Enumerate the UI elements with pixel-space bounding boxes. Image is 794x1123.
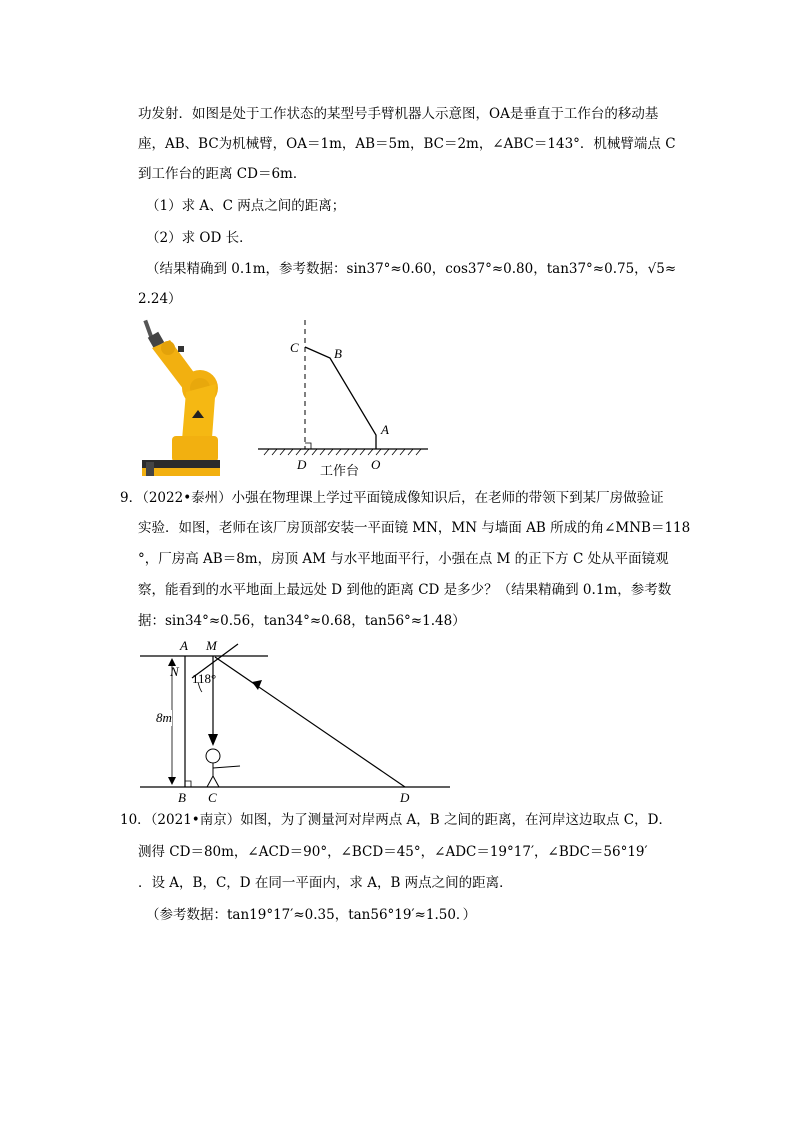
- label-A: A: [180, 638, 188, 653]
- p10-line-2: 测得 CD＝80m，∠ACD＝90°，∠BCD＝45°，∠ADC＝19°17′，∠BDC＝56°19′: [138, 844, 648, 860]
- label-B: B: [178, 790, 186, 805]
- p9-line-2: 实验．如图，老师在该厂房顶部安装一平面镜 MN，MN 与墙面 AB 所成的角∠MNB＝118: [138, 520, 691, 536]
- robot-arm-diagram: [250, 318, 440, 478]
- p8-line-2: 座，AB、BC为机械臂，OA＝1m，AB＝5m，BC＝2m，∠ABC＝143°．机械臂端点 C: [138, 136, 676, 152]
- p8-line-1: 功发射．如图是处于工作状态的某型号手臂机器人示意图，OA是垂直于工作台的移动基: [138, 106, 659, 122]
- p9-line-3: °，厂房高 AB＝8m，房顶 AM 与水平地面平行，小强在点 M 的正下方 C 处从平面镜观: [138, 551, 669, 567]
- label-B: B: [334, 346, 342, 361]
- robot-arm-photo: [138, 318, 228, 478]
- p8-reference-note-cont: 2.24）: [138, 291, 182, 307]
- p8-sub-question-1: （1）求 A、C 两点之间的距离；: [146, 198, 346, 214]
- p9-line-5: 据：sin34°≈0.56，tan34°≈0.68，tan56°≈1.48）: [138, 613, 466, 629]
- p10-reference-note: （参考数据：tan19°17′≈0.35，tan56°19′≈1.50．）: [146, 907, 477, 923]
- height-label: 8m: [156, 710, 172, 725]
- p8-reference-note: （结果精确到 0.1m，参考数据：sin37°≈0.60，cos37°≈0.80，tan37°≈0.75，√5≈: [146, 261, 677, 277]
- p10-line-1: 10．（2021•南京）如图，为了测量河对岸两点 A，B 之间的距离，在河岸这边取点 C，D．: [120, 812, 672, 828]
- p10-line-3: ．设 A，B，C，D 在同一平面内，求 A，B 两点之间的距离．: [138, 875, 513, 891]
- p8-line-3: 到工作台的距离 CD＝6m．: [138, 166, 307, 182]
- label-D: D: [297, 457, 307, 472]
- label-M: M: [206, 638, 217, 653]
- label-N: N: [170, 664, 179, 679]
- label-C: C: [290, 340, 299, 355]
- p9-line-4: 察，能看到的水平地面上最远处 D 到他的距离 CD 是多少？（结果精确到 0.1m，参考数: [138, 582, 672, 598]
- p8-sub-question-2: （2）求 OD 长．: [146, 230, 253, 246]
- label-A: A: [381, 422, 389, 437]
- mirror-diagram: [140, 636, 460, 806]
- label-O: O: [371, 457, 381, 472]
- workbench-caption: 工作台: [320, 464, 360, 479]
- label-D: D: [400, 790, 410, 805]
- angle-label: 118°: [192, 671, 217, 686]
- label-C: C: [208, 790, 217, 805]
- p9-line-1: 9．（2022•泰州）小强在物理课上学过平面镜成像知识后，在老师的带领下到某厂房做验证: [120, 490, 664, 506]
